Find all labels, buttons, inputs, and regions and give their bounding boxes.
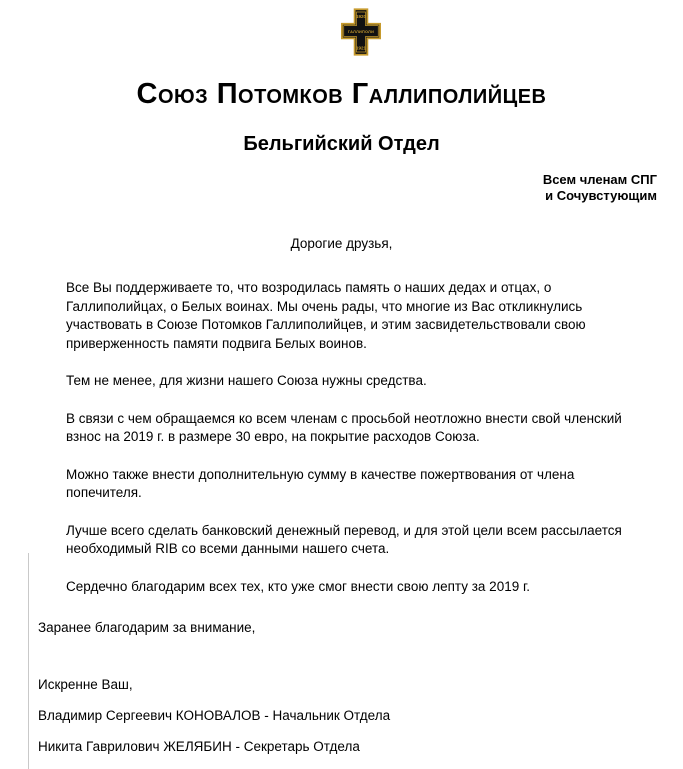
left-margin-rule — [28, 553, 29, 769]
emblem-label: ГАЛЛИПОЛИ — [347, 29, 374, 34]
gallipoli-cross-icon — [341, 8, 381, 56]
body-paragraph: Лучше всего сделать банковский денежный перевод, и для этой цели всем рассылается необходимый RIB со всеми данными нашего счета. — [66, 522, 622, 556]
closing-thanks: Заранее благодарим за внимание, — [38, 620, 256, 635]
addressee-line-2: и Сочувстующим — [545, 188, 657, 203]
body-paragraph: Можно также внести дополнительную сумму в качестве пожертвования от члена попечителя. — [66, 466, 575, 500]
department-title: Бельгийский Отдел — [243, 133, 440, 155]
emblem-bottom-year: 1921 — [355, 45, 366, 51]
organization-title: Союз Потомков Галлиполийцев — [136, 78, 547, 110]
closing-valediction: Искренне Ваш, — [38, 677, 133, 692]
letterhead — [0, 0, 683, 56]
addressee-block — [0, 172, 683, 204]
body-paragraph: Тем не менее, для жизни нашего Союза нужны средства. — [66, 373, 427, 388]
body-paragraph: Сердечно благодарим всех тех, кто уже смог внести свою лепту за 2019 г. — [66, 578, 530, 594]
addressee-line-1: Всем членам СПГ — [542, 172, 657, 187]
body-paragraph: Все Вы поддерживаете то, что возродилась память о наших дедах и отцах, о Галлиполийцах, о Белых воинах. Мы очень рады, что многие из Вас откликнулись участвовать в Союзе Потомков Галлиполийцев, и этим засвидетельствовали свою приверженность памяти подвига Белых воинов. — [66, 280, 586, 351]
signature-line-2: Никита Гаврилович ЖЕЛЯБИН - Секретарь Отдела — [38, 739, 360, 754]
salutation: Дорогие друзья, — [290, 236, 393, 251]
signature-line-1: Владимир Сергеевич КОНОВАЛОВ - Начальник Отдела — [38, 708, 391, 723]
letter-body — [0, 279, 683, 596]
emblem-top-year: 1920 — [355, 13, 366, 19]
body-paragraph: В связи с чем обращаемся ко всем членам с просьбой неотложно внести свой членский взнос на 2019 г. в размере 30 евро, на покрытие расходов Союза. — [66, 410, 622, 444]
closing-block — [0, 620, 683, 754]
